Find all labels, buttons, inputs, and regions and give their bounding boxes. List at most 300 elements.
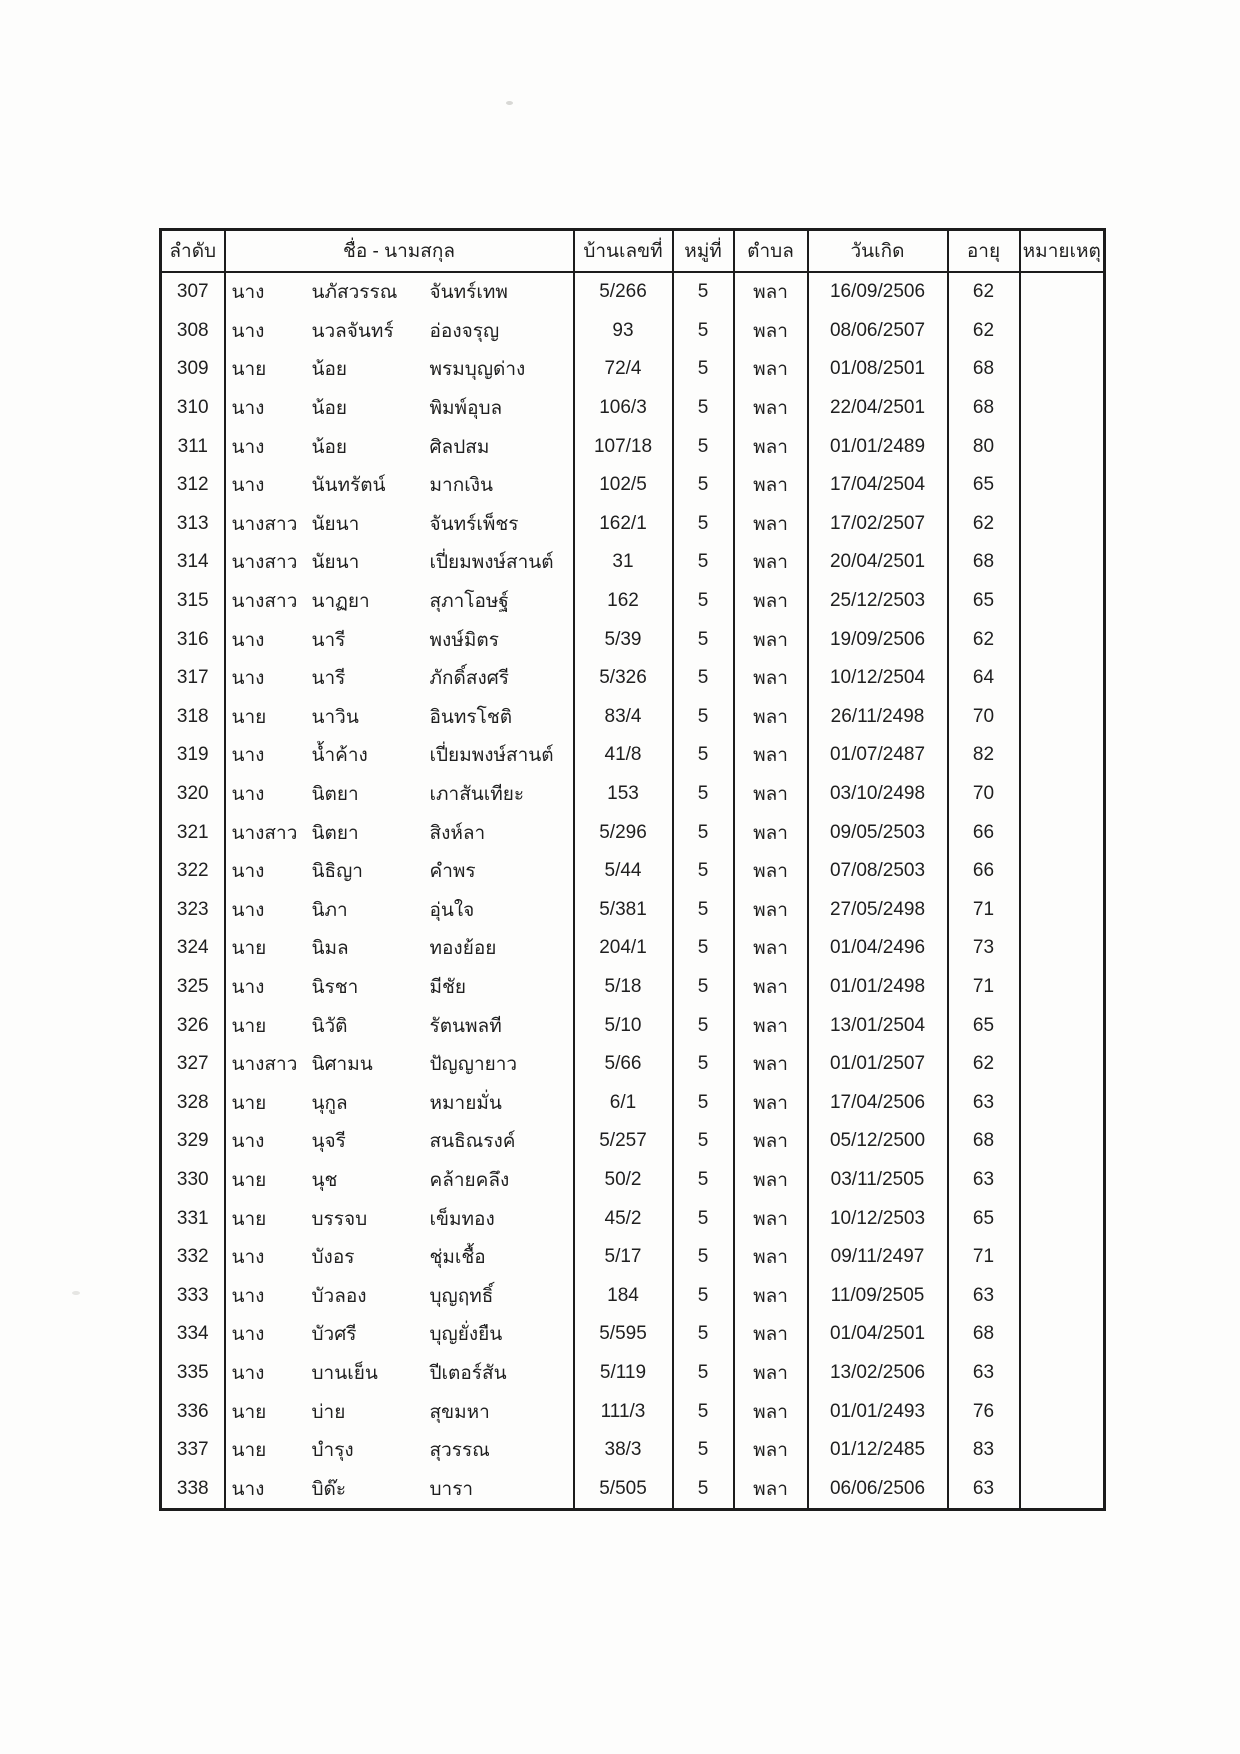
cell-house-no: 184 xyxy=(574,1276,673,1315)
cell-name xyxy=(225,698,574,737)
table-row xyxy=(161,775,1105,814)
cell-moo: 5 xyxy=(673,659,734,698)
table-row xyxy=(161,968,1105,1007)
cell-no: 338 xyxy=(161,1469,225,1509)
cell-first-name: นิธิญา xyxy=(311,861,363,883)
cell-birth-date: 01/08/2501 xyxy=(808,350,948,389)
cell-note xyxy=(1020,929,1105,968)
column-header-birth-date: วันเกิด xyxy=(808,230,948,273)
cell-age: 65 xyxy=(948,1006,1020,1045)
cell-age: 70 xyxy=(948,775,1020,814)
cell-name-title: นาง xyxy=(231,475,265,497)
table-row xyxy=(161,698,1105,737)
cell-first-name: นุช xyxy=(311,1169,338,1191)
cell-first-name: นาฏยา xyxy=(311,591,370,613)
cell-age: 71 xyxy=(948,891,1020,930)
cell-house-no: 5/39 xyxy=(574,620,673,659)
table-row xyxy=(161,1006,1105,1045)
cell-house-no: 93 xyxy=(574,312,673,351)
cell-note xyxy=(1020,1392,1105,1431)
table-row xyxy=(161,389,1105,428)
cell-house-no: 162 xyxy=(574,582,673,621)
table-row xyxy=(161,929,1105,968)
cell-moo: 5 xyxy=(673,1045,734,1084)
cell-house-no: 111/3 xyxy=(574,1392,673,1431)
cell-note xyxy=(1020,775,1105,814)
cell-age: 71 xyxy=(948,1238,1020,1277)
cell-first-name: นิภา xyxy=(311,899,348,921)
cell-moo: 5 xyxy=(673,1276,734,1315)
cell-first-name: บัวศรี xyxy=(311,1324,357,1346)
cell-birth-date: 17/04/2506 xyxy=(808,1083,948,1122)
cell-birth-date: 11/09/2505 xyxy=(808,1276,948,1315)
cell-no: 325 xyxy=(161,968,225,1007)
table-row xyxy=(161,1161,1105,1200)
cell-name-title: นาย xyxy=(231,1169,267,1191)
cell-tambon: พลา xyxy=(734,620,808,659)
cell-no: 337 xyxy=(161,1431,225,1470)
cell-name xyxy=(225,775,574,814)
cell-last-name: มีชัย xyxy=(429,976,467,998)
cell-moo: 5 xyxy=(673,312,734,351)
cell-tambon: พลา xyxy=(734,1315,808,1354)
cell-name-title: นาง xyxy=(231,629,265,651)
cell-note xyxy=(1020,350,1105,389)
cell-house-no: 106/3 xyxy=(574,389,673,428)
cell-birth-date: 01/04/2496 xyxy=(808,929,948,968)
cell-no: 307 xyxy=(161,272,225,312)
cell-name xyxy=(225,427,574,466)
cell-birth-date: 27/05/2498 xyxy=(808,891,948,930)
cell-last-name: สุวรรณ xyxy=(429,1440,490,1462)
cell-no: 334 xyxy=(161,1315,225,1354)
cell-note xyxy=(1020,698,1105,737)
cell-no: 323 xyxy=(161,891,225,930)
cell-name-title: นาง xyxy=(231,1362,265,1384)
cell-age: 73 xyxy=(948,929,1020,968)
cell-moo: 5 xyxy=(673,1431,734,1470)
cell-name-title: นาย xyxy=(231,1440,267,1462)
cell-first-name: นัยนา xyxy=(311,552,360,574)
table-body xyxy=(161,272,1105,1510)
cell-name xyxy=(225,929,574,968)
cell-age: 63 xyxy=(948,1083,1020,1122)
cell-age: 66 xyxy=(948,813,1020,852)
cell-last-name: บุญยั่งยืน xyxy=(429,1324,503,1346)
cell-name-title: นาง xyxy=(231,1478,265,1500)
cell-name xyxy=(225,1469,574,1509)
cell-birth-date: 01/01/2489 xyxy=(808,427,948,466)
cell-house-no: 107/18 xyxy=(574,427,673,466)
cell-name-title: นาง xyxy=(231,1131,265,1153)
cell-note xyxy=(1020,1045,1105,1084)
cell-name-title: นาย xyxy=(231,1401,267,1423)
table-row xyxy=(161,1083,1105,1122)
cell-note xyxy=(1020,389,1105,428)
cell-no: 314 xyxy=(161,543,225,582)
cell-first-name: นิตยา xyxy=(311,822,359,844)
cell-house-no: 6/1 xyxy=(574,1083,673,1122)
table-row xyxy=(161,1045,1105,1084)
cell-house-no: 5/296 xyxy=(574,813,673,852)
cell-moo: 5 xyxy=(673,272,734,312)
table-row xyxy=(161,736,1105,775)
cell-age: 66 xyxy=(948,852,1020,891)
cell-birth-date: 01/01/2493 xyxy=(808,1392,948,1431)
cell-house-no: 102/5 xyxy=(574,466,673,505)
cell-note xyxy=(1020,1122,1105,1161)
cell-last-name: พงษ์มิตร xyxy=(429,629,499,651)
cell-tambon: พลา xyxy=(734,389,808,428)
cell-note xyxy=(1020,1199,1105,1238)
cell-house-no: 38/3 xyxy=(574,1431,673,1470)
table-row xyxy=(161,505,1105,544)
table-row xyxy=(161,1122,1105,1161)
cell-name xyxy=(225,1238,574,1277)
cell-first-name: นารี xyxy=(311,668,346,690)
column-header-note: หมายเหตุ xyxy=(1020,230,1105,273)
cell-moo: 5 xyxy=(673,582,734,621)
cell-moo: 5 xyxy=(673,505,734,544)
cell-first-name: น้อย xyxy=(311,359,348,381)
cell-tambon: พลา xyxy=(734,891,808,930)
cell-last-name: เปี่ยมพงษ์สานต์ xyxy=(429,552,554,574)
cell-no: 316 xyxy=(161,620,225,659)
cell-no: 332 xyxy=(161,1238,225,1277)
cell-first-name: บิด๊ะ xyxy=(311,1478,347,1500)
cell-note xyxy=(1020,1431,1105,1470)
cell-name-title: นาง xyxy=(231,861,265,883)
cell-name-title: นาง xyxy=(231,745,265,767)
column-header-no: ลำดับ xyxy=(161,230,225,273)
cell-birth-date: 22/04/2501 xyxy=(808,389,948,428)
cell-birth-date: 01/01/2498 xyxy=(808,968,948,1007)
cell-first-name: บานเย็น xyxy=(311,1362,378,1384)
cell-birth-date: 16/09/2506 xyxy=(808,272,948,312)
cell-house-no: 5/10 xyxy=(574,1006,673,1045)
cell-house-no: 5/326 xyxy=(574,659,673,698)
cell-last-name: อ่องจรุญ xyxy=(429,320,500,342)
cell-tambon: พลา xyxy=(734,582,808,621)
cell-name-title: นาย xyxy=(231,706,267,728)
cell-note xyxy=(1020,1354,1105,1393)
cell-age: 68 xyxy=(948,1315,1020,1354)
cell-first-name: น้ำค้าง xyxy=(311,745,368,767)
cell-age: 65 xyxy=(948,1199,1020,1238)
cell-name xyxy=(225,1045,574,1084)
cell-tambon: พลา xyxy=(734,1045,808,1084)
column-header-house-no: บ้านเลขที่ xyxy=(574,230,673,273)
cell-first-name: บัวลอง xyxy=(311,1285,367,1307)
cell-moo: 5 xyxy=(673,929,734,968)
cell-house-no: 5/66 xyxy=(574,1045,673,1084)
table-row xyxy=(161,312,1105,351)
cell-age: 80 xyxy=(948,427,1020,466)
cell-name-title: นาง xyxy=(231,1247,265,1269)
column-header-moo: หมู่ที่ xyxy=(673,230,734,273)
cell-no: 313 xyxy=(161,505,225,544)
cell-tambon: พลา xyxy=(734,1276,808,1315)
cell-last-name: อุ่นใจ xyxy=(429,899,475,921)
cell-name xyxy=(225,1199,574,1238)
cell-tambon: พลา xyxy=(734,1238,808,1277)
cell-note xyxy=(1020,272,1105,312)
cell-house-no: 83/4 xyxy=(574,698,673,737)
scan-artifact xyxy=(506,101,513,105)
cell-note xyxy=(1020,1469,1105,1509)
cell-birth-date: 05/12/2500 xyxy=(808,1122,948,1161)
cell-moo: 5 xyxy=(673,698,734,737)
table-row xyxy=(161,466,1105,505)
cell-age: 63 xyxy=(948,1354,1020,1393)
cell-name xyxy=(225,505,574,544)
cell-moo: 5 xyxy=(673,1354,734,1393)
cell-name xyxy=(225,620,574,659)
cell-name-title: นางสาว xyxy=(231,591,298,613)
cell-first-name: น้อย xyxy=(311,398,348,420)
cell-age: 68 xyxy=(948,1122,1020,1161)
cell-moo: 5 xyxy=(673,1161,734,1200)
cell-name-title: นาง xyxy=(231,436,265,458)
cell-name xyxy=(225,543,574,582)
cell-no: 311 xyxy=(161,427,225,466)
cell-tambon: พลา xyxy=(734,543,808,582)
cell-name-title: นาง xyxy=(231,398,265,420)
cell-first-name: นาวิน xyxy=(311,706,359,728)
cell-last-name: พรมบุญด่าง xyxy=(429,359,526,381)
cell-birth-date: 20/04/2501 xyxy=(808,543,948,582)
table-row xyxy=(161,1431,1105,1470)
cell-name xyxy=(225,1083,574,1122)
cell-tambon: พลา xyxy=(734,1469,808,1509)
cell-note xyxy=(1020,427,1105,466)
cell-note xyxy=(1020,466,1105,505)
table-row xyxy=(161,1238,1105,1277)
table-row xyxy=(161,620,1105,659)
cell-name xyxy=(225,736,574,775)
cell-no: 336 xyxy=(161,1392,225,1431)
cell-tambon: พลา xyxy=(734,1083,808,1122)
cell-moo: 5 xyxy=(673,891,734,930)
cell-name-title: นาง xyxy=(231,282,265,304)
cell-name xyxy=(225,1392,574,1431)
cell-first-name: นุจรี xyxy=(311,1131,346,1153)
cell-first-name: นิตยา xyxy=(311,784,359,806)
cell-age: 62 xyxy=(948,620,1020,659)
cell-name xyxy=(225,1315,574,1354)
table-row xyxy=(161,1469,1105,1509)
column-header-age: อายุ xyxy=(948,230,1020,273)
cell-house-no: 31 xyxy=(574,543,673,582)
cell-house-no: 5/18 xyxy=(574,968,673,1007)
cell-last-name: ทองย้อย xyxy=(429,938,497,960)
cell-name xyxy=(225,1122,574,1161)
cell-age: 70 xyxy=(948,698,1020,737)
cell-tambon: พลา xyxy=(734,698,808,737)
cell-name-title: นาง xyxy=(231,320,265,342)
cell-no: 321 xyxy=(161,813,225,852)
cell-age: 82 xyxy=(948,736,1020,775)
cell-name xyxy=(225,582,574,621)
cell-house-no: 45/2 xyxy=(574,1199,673,1238)
cell-birth-date: 13/02/2506 xyxy=(808,1354,948,1393)
cell-tambon: พลา xyxy=(734,968,808,1007)
cell-no: 329 xyxy=(161,1122,225,1161)
cell-tambon: พลา xyxy=(734,272,808,312)
cell-no: 330 xyxy=(161,1161,225,1200)
cell-no: 312 xyxy=(161,466,225,505)
cell-moo: 5 xyxy=(673,1199,734,1238)
cell-house-no: 5/595 xyxy=(574,1315,673,1354)
cell-tambon: พลา xyxy=(734,1392,808,1431)
cell-first-name: นัยนา xyxy=(311,513,360,535)
cell-first-name: นิศามน xyxy=(311,1054,373,1076)
cell-name-title: นาย xyxy=(231,938,267,960)
cell-birth-date: 01/01/2507 xyxy=(808,1045,948,1084)
table-row xyxy=(161,543,1105,582)
cell-tambon: พลา xyxy=(734,466,808,505)
cell-tambon: พลา xyxy=(734,929,808,968)
cell-tambon: พลา xyxy=(734,775,808,814)
cell-tambon: พลา xyxy=(734,736,808,775)
cell-name xyxy=(225,1354,574,1393)
cell-first-name: นภัสวรรณ xyxy=(311,282,398,304)
cell-house-no: 5/44 xyxy=(574,852,673,891)
cell-house-no: 5/119 xyxy=(574,1354,673,1393)
cell-moo: 5 xyxy=(673,1083,734,1122)
cell-moo: 5 xyxy=(673,427,734,466)
cell-name xyxy=(225,1161,574,1200)
cell-name xyxy=(225,813,574,852)
cell-birth-date: 17/02/2507 xyxy=(808,505,948,544)
cell-name-title: นาง xyxy=(231,1285,265,1307)
cell-moo: 5 xyxy=(673,775,734,814)
cell-house-no: 72/4 xyxy=(574,350,673,389)
cell-last-name: ศิลปสม xyxy=(429,436,490,458)
cell-last-name: คล้ายคลึง xyxy=(429,1169,510,1191)
cell-no: 309 xyxy=(161,350,225,389)
cell-birth-date: 17/04/2504 xyxy=(808,466,948,505)
cell-no: 310 xyxy=(161,389,225,428)
cell-birth-date: 08/06/2507 xyxy=(808,312,948,351)
cell-name-title: นางสาว xyxy=(231,552,298,574)
cell-last-name: บุญฤทธิ์ xyxy=(429,1285,494,1307)
cell-birth-date: 09/11/2497 xyxy=(808,1238,948,1277)
cell-first-name: น้อย xyxy=(311,436,348,458)
cell-tambon: พลา xyxy=(734,659,808,698)
cell-birth-date: 03/10/2498 xyxy=(808,775,948,814)
cell-no: 328 xyxy=(161,1083,225,1122)
cell-tambon: พลา xyxy=(734,427,808,466)
cell-tambon: พลา xyxy=(734,312,808,351)
cell-no: 331 xyxy=(161,1199,225,1238)
cell-note xyxy=(1020,1276,1105,1315)
cell-name-title: นางสาว xyxy=(231,513,298,535)
cell-no: 317 xyxy=(161,659,225,698)
cell-tambon: พลา xyxy=(734,1006,808,1045)
cell-tambon: พลา xyxy=(734,852,808,891)
cell-name xyxy=(225,466,574,505)
cell-name xyxy=(225,659,574,698)
table-row xyxy=(161,813,1105,852)
cell-name-title: นาง xyxy=(231,899,265,921)
cell-age: 63 xyxy=(948,1161,1020,1200)
scan-artifact xyxy=(72,1291,80,1295)
column-header-tambon: ตำบล xyxy=(734,230,808,273)
cell-note xyxy=(1020,1238,1105,1277)
cell-last-name: จันทร์เพ็ชร xyxy=(429,513,519,535)
cell-tambon: พลา xyxy=(734,1431,808,1470)
cell-first-name: บำรุง xyxy=(311,1440,354,1462)
cell-last-name: ชุ่มเชื้อ xyxy=(429,1247,486,1269)
cell-name xyxy=(225,389,574,428)
cell-note xyxy=(1020,968,1105,1007)
cell-last-name: บารา xyxy=(429,1478,474,1500)
cell-first-name: บ่าย xyxy=(311,1401,346,1423)
cell-first-name: บรรจบ xyxy=(311,1208,368,1230)
cell-name-title: นาย xyxy=(231,1015,267,1037)
cell-moo: 5 xyxy=(673,1469,734,1509)
table-row xyxy=(161,1199,1105,1238)
cell-note xyxy=(1020,620,1105,659)
cell-tambon: พลา xyxy=(734,350,808,389)
cell-name xyxy=(225,272,574,312)
cell-name-title: นาง xyxy=(231,976,265,998)
cell-name xyxy=(225,1276,574,1315)
cell-last-name: ปีเตอร์สัน xyxy=(429,1362,507,1384)
cell-last-name: สุขมหา xyxy=(429,1401,490,1423)
cell-last-name: มากเงิน xyxy=(429,475,493,497)
cell-last-name: ปัญญายาว xyxy=(429,1054,518,1076)
table-row xyxy=(161,659,1105,698)
cell-note xyxy=(1020,1006,1105,1045)
cell-first-name: นิมล xyxy=(311,938,349,960)
cell-name-title: นาย xyxy=(231,1208,267,1230)
column-header-name: ชื่อ - นามสกุล xyxy=(225,230,574,273)
cell-moo: 5 xyxy=(673,736,734,775)
table-header xyxy=(161,230,1105,273)
cell-name xyxy=(225,1006,574,1045)
cell-name-title: นาง xyxy=(231,784,265,806)
cell-age: 68 xyxy=(948,389,1020,428)
cell-moo: 5 xyxy=(673,620,734,659)
cell-note xyxy=(1020,505,1105,544)
cell-no: 322 xyxy=(161,852,225,891)
cell-birth-date: 01/07/2487 xyxy=(808,736,948,775)
cell-note xyxy=(1020,1083,1105,1122)
cell-no: 308 xyxy=(161,312,225,351)
cell-note xyxy=(1020,736,1105,775)
cell-moo: 5 xyxy=(673,968,734,1007)
cell-last-name: คำพร xyxy=(429,861,476,883)
cell-moo: 5 xyxy=(673,350,734,389)
cell-birth-date: 13/01/2504 xyxy=(808,1006,948,1045)
table-row xyxy=(161,1315,1105,1354)
cell-note xyxy=(1020,813,1105,852)
cell-name xyxy=(225,312,574,351)
cell-age: 68 xyxy=(948,543,1020,582)
cell-age: 63 xyxy=(948,1276,1020,1315)
cell-name xyxy=(225,350,574,389)
cell-name-title: นาย xyxy=(231,1092,267,1114)
cell-moo: 5 xyxy=(673,389,734,428)
cell-last-name: รัตนพลที xyxy=(429,1015,502,1037)
cell-last-name: หมายมั่น xyxy=(429,1092,502,1114)
cell-house-no: 5/381 xyxy=(574,891,673,930)
table-row xyxy=(161,1354,1105,1393)
cell-birth-date: 26/11/2498 xyxy=(808,698,948,737)
cell-birth-date: 19/09/2506 xyxy=(808,620,948,659)
